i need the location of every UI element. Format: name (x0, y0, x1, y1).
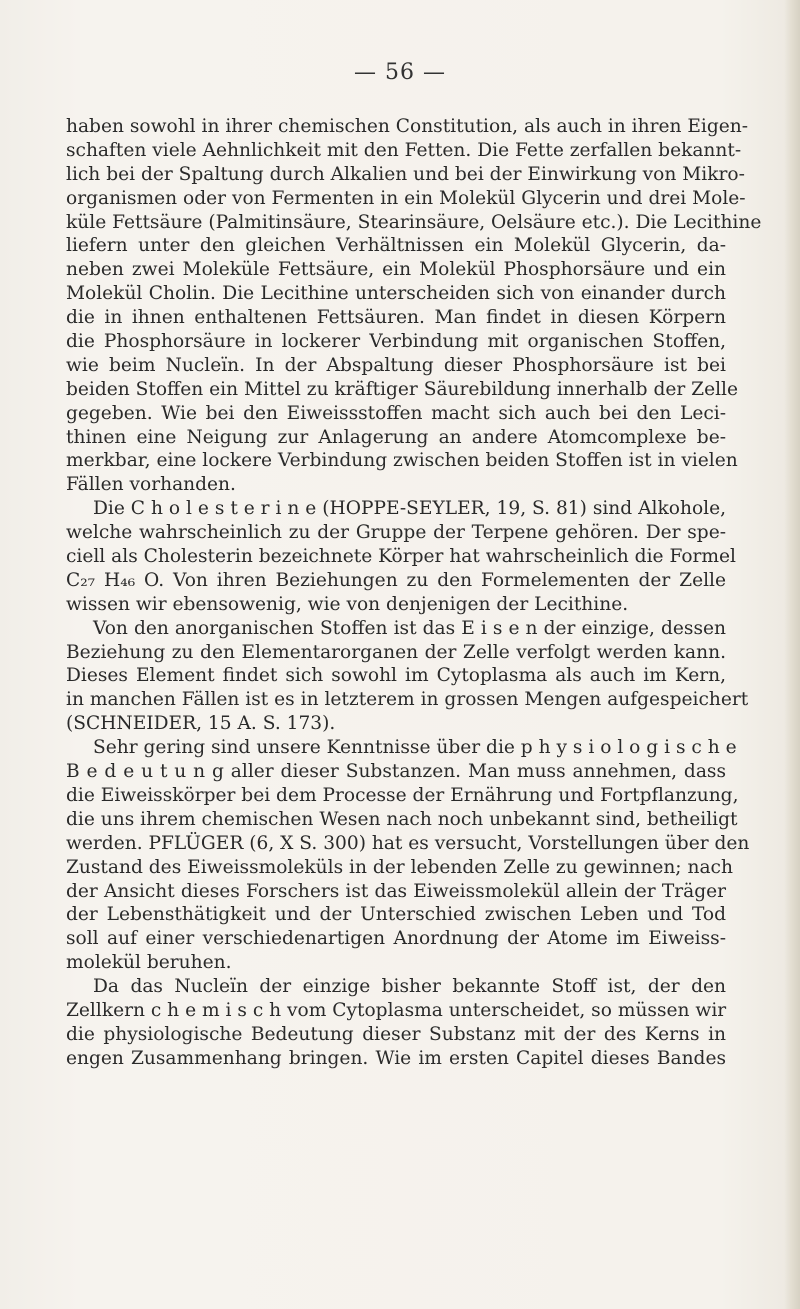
text-line: in manchen Fällen ist es in letzterem in grossen Mengen aufgespeichert (66, 689, 749, 711)
page-edge-shadow (784, 0, 800, 1309)
text-line: werden. PFLÜGER (6, X S. 300) hat es versucht, Vorstellungen über den (66, 832, 750, 854)
text-line: Sehr gering sind unsere Kenntnisse über die p h y s i o l o g i s c h e (93, 737, 737, 759)
text-line: Beziehung zu den Elementarorganen der Zelle verfolgt werden kann. (66, 641, 726, 663)
text-line: B e d e u t u n g aller dieser Substanzen. Man muss annehmen, dass (66, 761, 726, 783)
text-line: Zustand des Eiweissmoleküls in der lebenden Zelle zu gewinnen; nach (66, 856, 733, 878)
text-line: beiden Stoffen ein Mittel zu kräftiger Säurebildung innerhalb der Zelle (66, 378, 738, 400)
text-line: wissen wir ebensowenig, wie von denjenigen der Lecithine. (66, 593, 629, 615)
body-text (66, 115, 762, 1071)
text-line: Von den anorganischen Stoffen ist das E i s e n der einzige, dessen (93, 617, 726, 639)
text-line: soll auf einer verschiedenartigen Anordnung der Atome im Eiweiss- (66, 928, 726, 950)
text-line: haben sowohl in ihrer chemischen Constitution, als auch in ihren Eigen- (66, 116, 749, 137)
paragraph-nuclein (66, 975, 726, 1071)
text-line: die Eiweisskörper bei dem Processe der Ernährung und Fortpflanzung, (66, 784, 739, 806)
text-line: welche wahrscheinlich zu der Gruppe der Terpene gehören. Der spe- (66, 522, 726, 544)
text-line: molekül beruhen. (66, 952, 232, 974)
text-line: die in ihnen enthaltenen Fettsäuren. Man findet in diesen Körpern (66, 307, 726, 329)
text-line: neben zwei Moleküle Fettsäure, ein Molekül Phosphorsäure und ein (66, 259, 726, 281)
text-line: Die C h o l e s t e r i n e (HOPPE-SEYLER, 19, S. 81) sind Alkohole, (93, 498, 726, 520)
text-line: organismen oder von Fermenten in ein Molekül Glycerin und drei Mole- (66, 187, 746, 209)
text-line: die physiologische Bedeutung dieser Substanz mit der des Kerns in (66, 1023, 726, 1045)
paragraph-lecithine (66, 115, 762, 497)
text-line: wie beim Nucleïn. In der Abspaltung dieser Phosphorsäure ist bei (66, 354, 726, 376)
text-line: merkbar, eine lockere Verbindung zwischen beiden Stoffen ist in vielen (66, 450, 738, 472)
text-line: der Lebensthätigkeit und der Unterschied zwischen Leben und Tod (66, 904, 726, 926)
text-line: liefern unter den gleichen Verhältnissen ein Molekül Glycerin, da- (66, 235, 726, 257)
text-line: (SCHNEIDER, 15 A. S. 173). (66, 713, 336, 735)
text-line: C₂₇ H₄₆ O. Von ihren Beziehungen zu den Formelementen der Zelle (66, 569, 726, 591)
text-line: der Ansicht dieses Forschers ist das Eiweissmolekül allein der Träger (66, 880, 726, 902)
text-line: Da das Nucleïn der einzige bisher bekannte Stoff ist, der den (93, 976, 726, 998)
paragraph-cholesterine (66, 497, 736, 616)
text-line: ciell als Cholesterin bezeichnete Körper hat wahrscheinlich die Formel (66, 546, 736, 568)
paragraph-physiologische-bedeutung (66, 736, 750, 975)
page-number: — 56 — (354, 60, 446, 85)
text-line: schaften viele Aehnlichkeit mit den Fetten. Die Fette zerfallen bekannt- (66, 139, 742, 161)
text-line: lich bei der Spaltung durch Alkalien und bei der Einwirkung von Mikro- (66, 163, 745, 185)
text-line: Fällen vorhanden. (66, 474, 236, 496)
text-line: engen Zusammenhang bringen. Wie im ersten Capitel dieses Bandes (66, 1047, 726, 1069)
text-line: Molekül Cholin. Die Lecithine unterscheiden sich von einander durch (66, 283, 726, 305)
text-line: gegeben. Wie bei den Eiweissstoffen macht sich auch bei den Leci- (66, 402, 726, 424)
text-line: thinen eine Neigung zur Anlagerung an andere Atomcomplexe be- (66, 426, 726, 448)
text-line: die uns ihrem chemischen Wesen nach noch unbekannt sind, betheiligt (66, 808, 738, 830)
text-line: Dieses Element findet sich sowohl im Cytoplasma als auch im Kern, (66, 665, 726, 687)
text-line: Zellkern c h e m i s c h vom Cytoplasma unterscheidet, so müssen wir (66, 999, 727, 1021)
text-line: küle Fettsäure (Palmitinsäure, Stearinsäure, Oelsäure etc.). Die Lecithine (66, 211, 762, 233)
text-line: die Phosphorsäure in lockerer Verbindung mit organischen Stoffen, (66, 331, 726, 353)
paragraph-eisen (66, 617, 749, 736)
